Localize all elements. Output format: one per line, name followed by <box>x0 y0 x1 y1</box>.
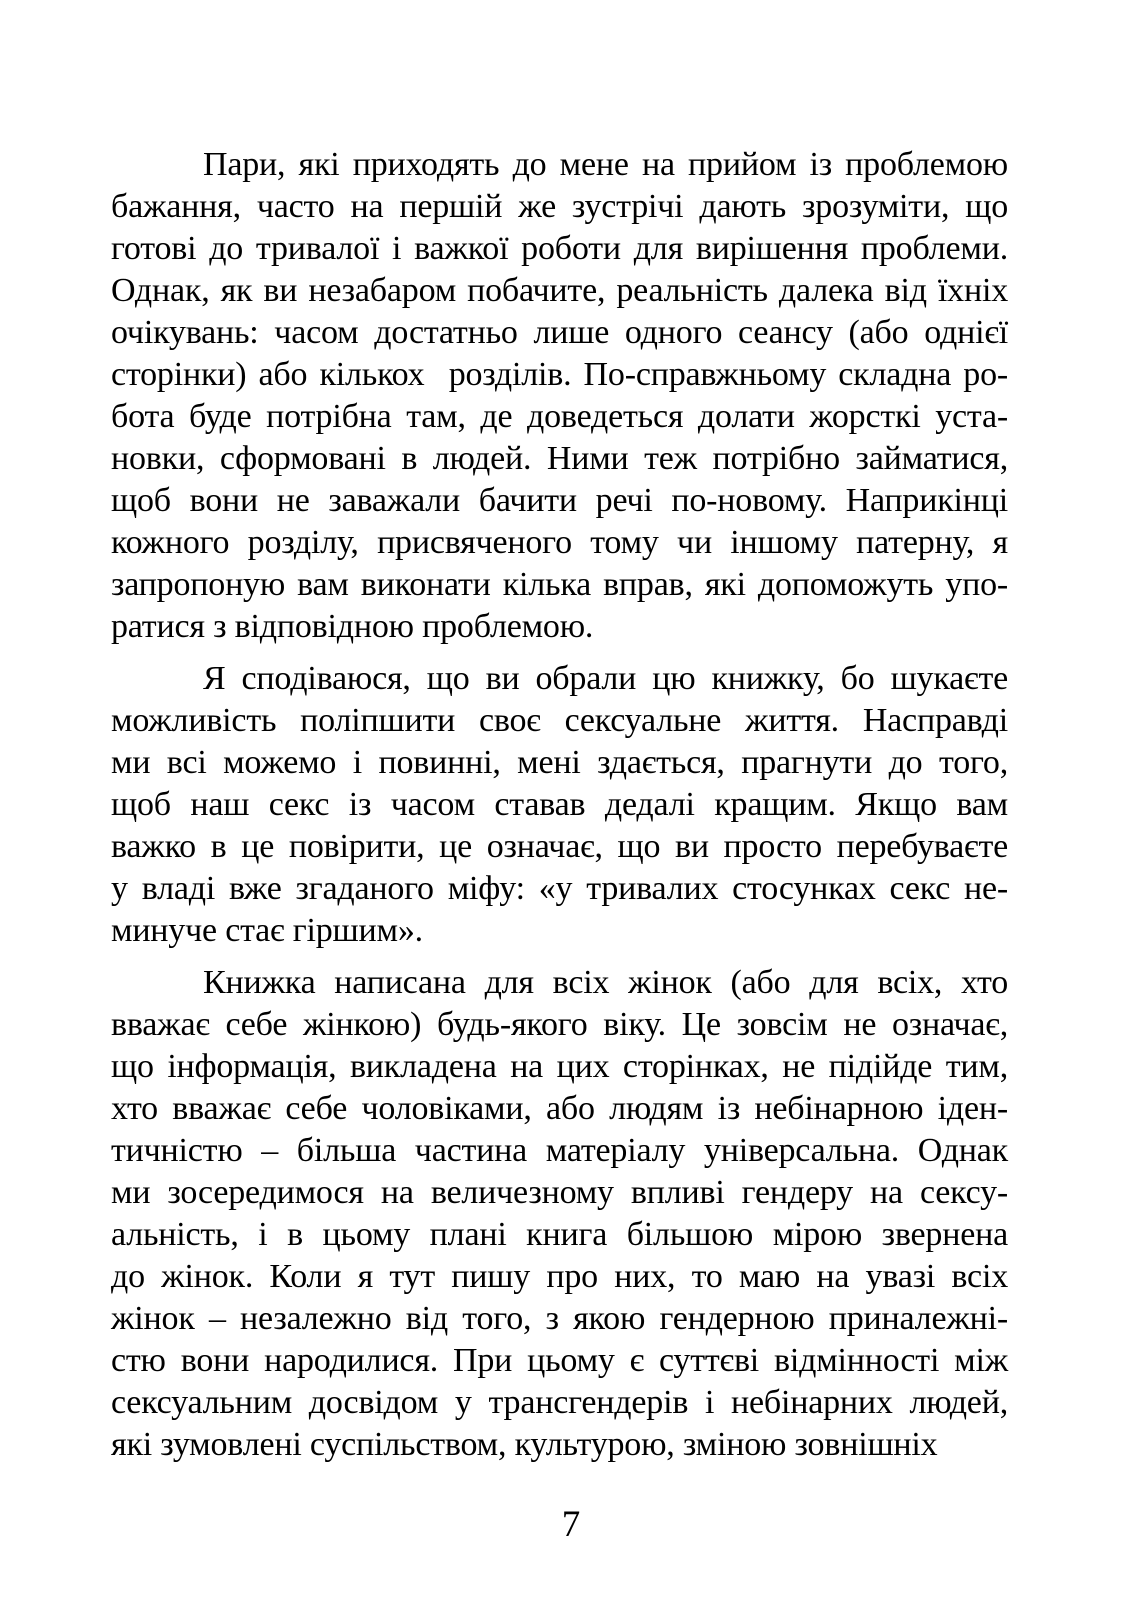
text-line: Однак, як ви незабаром побачите, реальність далека від їхніх <box>111 272 1008 309</box>
paragraph <box>111 962 1008 1466</box>
text-line: хто вважає себе чоловіками, або людям із небінарною іден- <box>111 1090 1008 1127</box>
text-line: тичністю – більша частина матеріалу універсальна. Однак <box>111 1132 1008 1169</box>
text-line: жінок – незалежно від того, з якою гендерною приналежні- <box>111 1300 1008 1337</box>
text-line: минуче стає гіршим». <box>111 912 423 949</box>
text-line: готові до тривалої і важкої роботи для вирішення проблеми. <box>111 230 1008 267</box>
paragraph <box>111 144 1008 648</box>
text-line: Я сподіваюся, що ви обрали цю книжку, бо шукаєте <box>203 660 1008 697</box>
text-line: у владі вже згаданого міфу: «у тривалих стосунках секс не- <box>111 870 1008 907</box>
text-line: ратися з відповідною проблемою. <box>111 608 594 645</box>
text-line: щоб вони не заважали бачити речі по-новому. Наприкінці <box>111 482 1008 519</box>
text-line: ми зосередимося на величезному впливі гендеру на сексу- <box>111 1174 1008 1211</box>
text-line: кожного розділу, присвяченого тому чи іншому патерну, я <box>111 524 1008 561</box>
text-line: альність, і в цьому плані книга більшою мірою звернена <box>111 1216 1008 1253</box>
text-line: вважає себе жінкою) будь-якого віку. Це зовсім не означає, <box>111 1006 1008 1043</box>
text-block <box>111 144 1008 1466</box>
text-line: бажання, часто на першій же зустрічі дають зрозуміти, що <box>111 188 1008 225</box>
text-line: Книжка написана для всіх жінок (або для всіх, хто <box>203 964 1008 1001</box>
text-line: новки, сформовані в людей. Ними теж потрібно займатися, <box>111 440 1008 477</box>
text-line: сторінки) або кількох розділів. По-справжньому складна ро- <box>111 356 1008 393</box>
text-line: важко в це повірити, це означає, що ви просто перебуваєте <box>111 828 1008 865</box>
text-line: які зумовлені суспільством, культурою, зміною зовнішніх <box>111 1426 938 1463</box>
text-line: сексуальним досвідом у трансгендерів і небінарних людей, <box>111 1384 1008 1421</box>
text-line: очікувань: часом достатньо лише одного сеансу (або однієї <box>111 314 1008 351</box>
paragraph <box>111 658 1008 952</box>
text-line: запропоную вам виконати кілька вправ, які допоможуть упо- <box>111 566 1008 603</box>
page-number: 7 <box>561 1504 581 1545</box>
text-line: щоб наш секс із часом ставав дедалі кращим. Якщо вам <box>111 786 1008 823</box>
text-line: до жінок. Коли я тут пишу про них, то маю на увазі всіх <box>111 1258 1008 1295</box>
text-line: ми всі можемо і повинні, мені здається, прагнути до того, <box>111 744 1008 781</box>
text-line: можливість поліпшити своє сексуальне життя. Насправді <box>111 702 1008 739</box>
text-line: Пари, які приходять до мене на прийом із проблемою <box>203 146 1008 183</box>
text-line: стю вони народилися. При цьому є суттєві відмінності між <box>111 1342 1008 1379</box>
text-line: бота буде потрібна там, де доведеться долати жорсткі уста- <box>111 398 1008 435</box>
text-line: що інформація, викладена на цих сторінках, не підійде тим, <box>111 1048 1008 1085</box>
